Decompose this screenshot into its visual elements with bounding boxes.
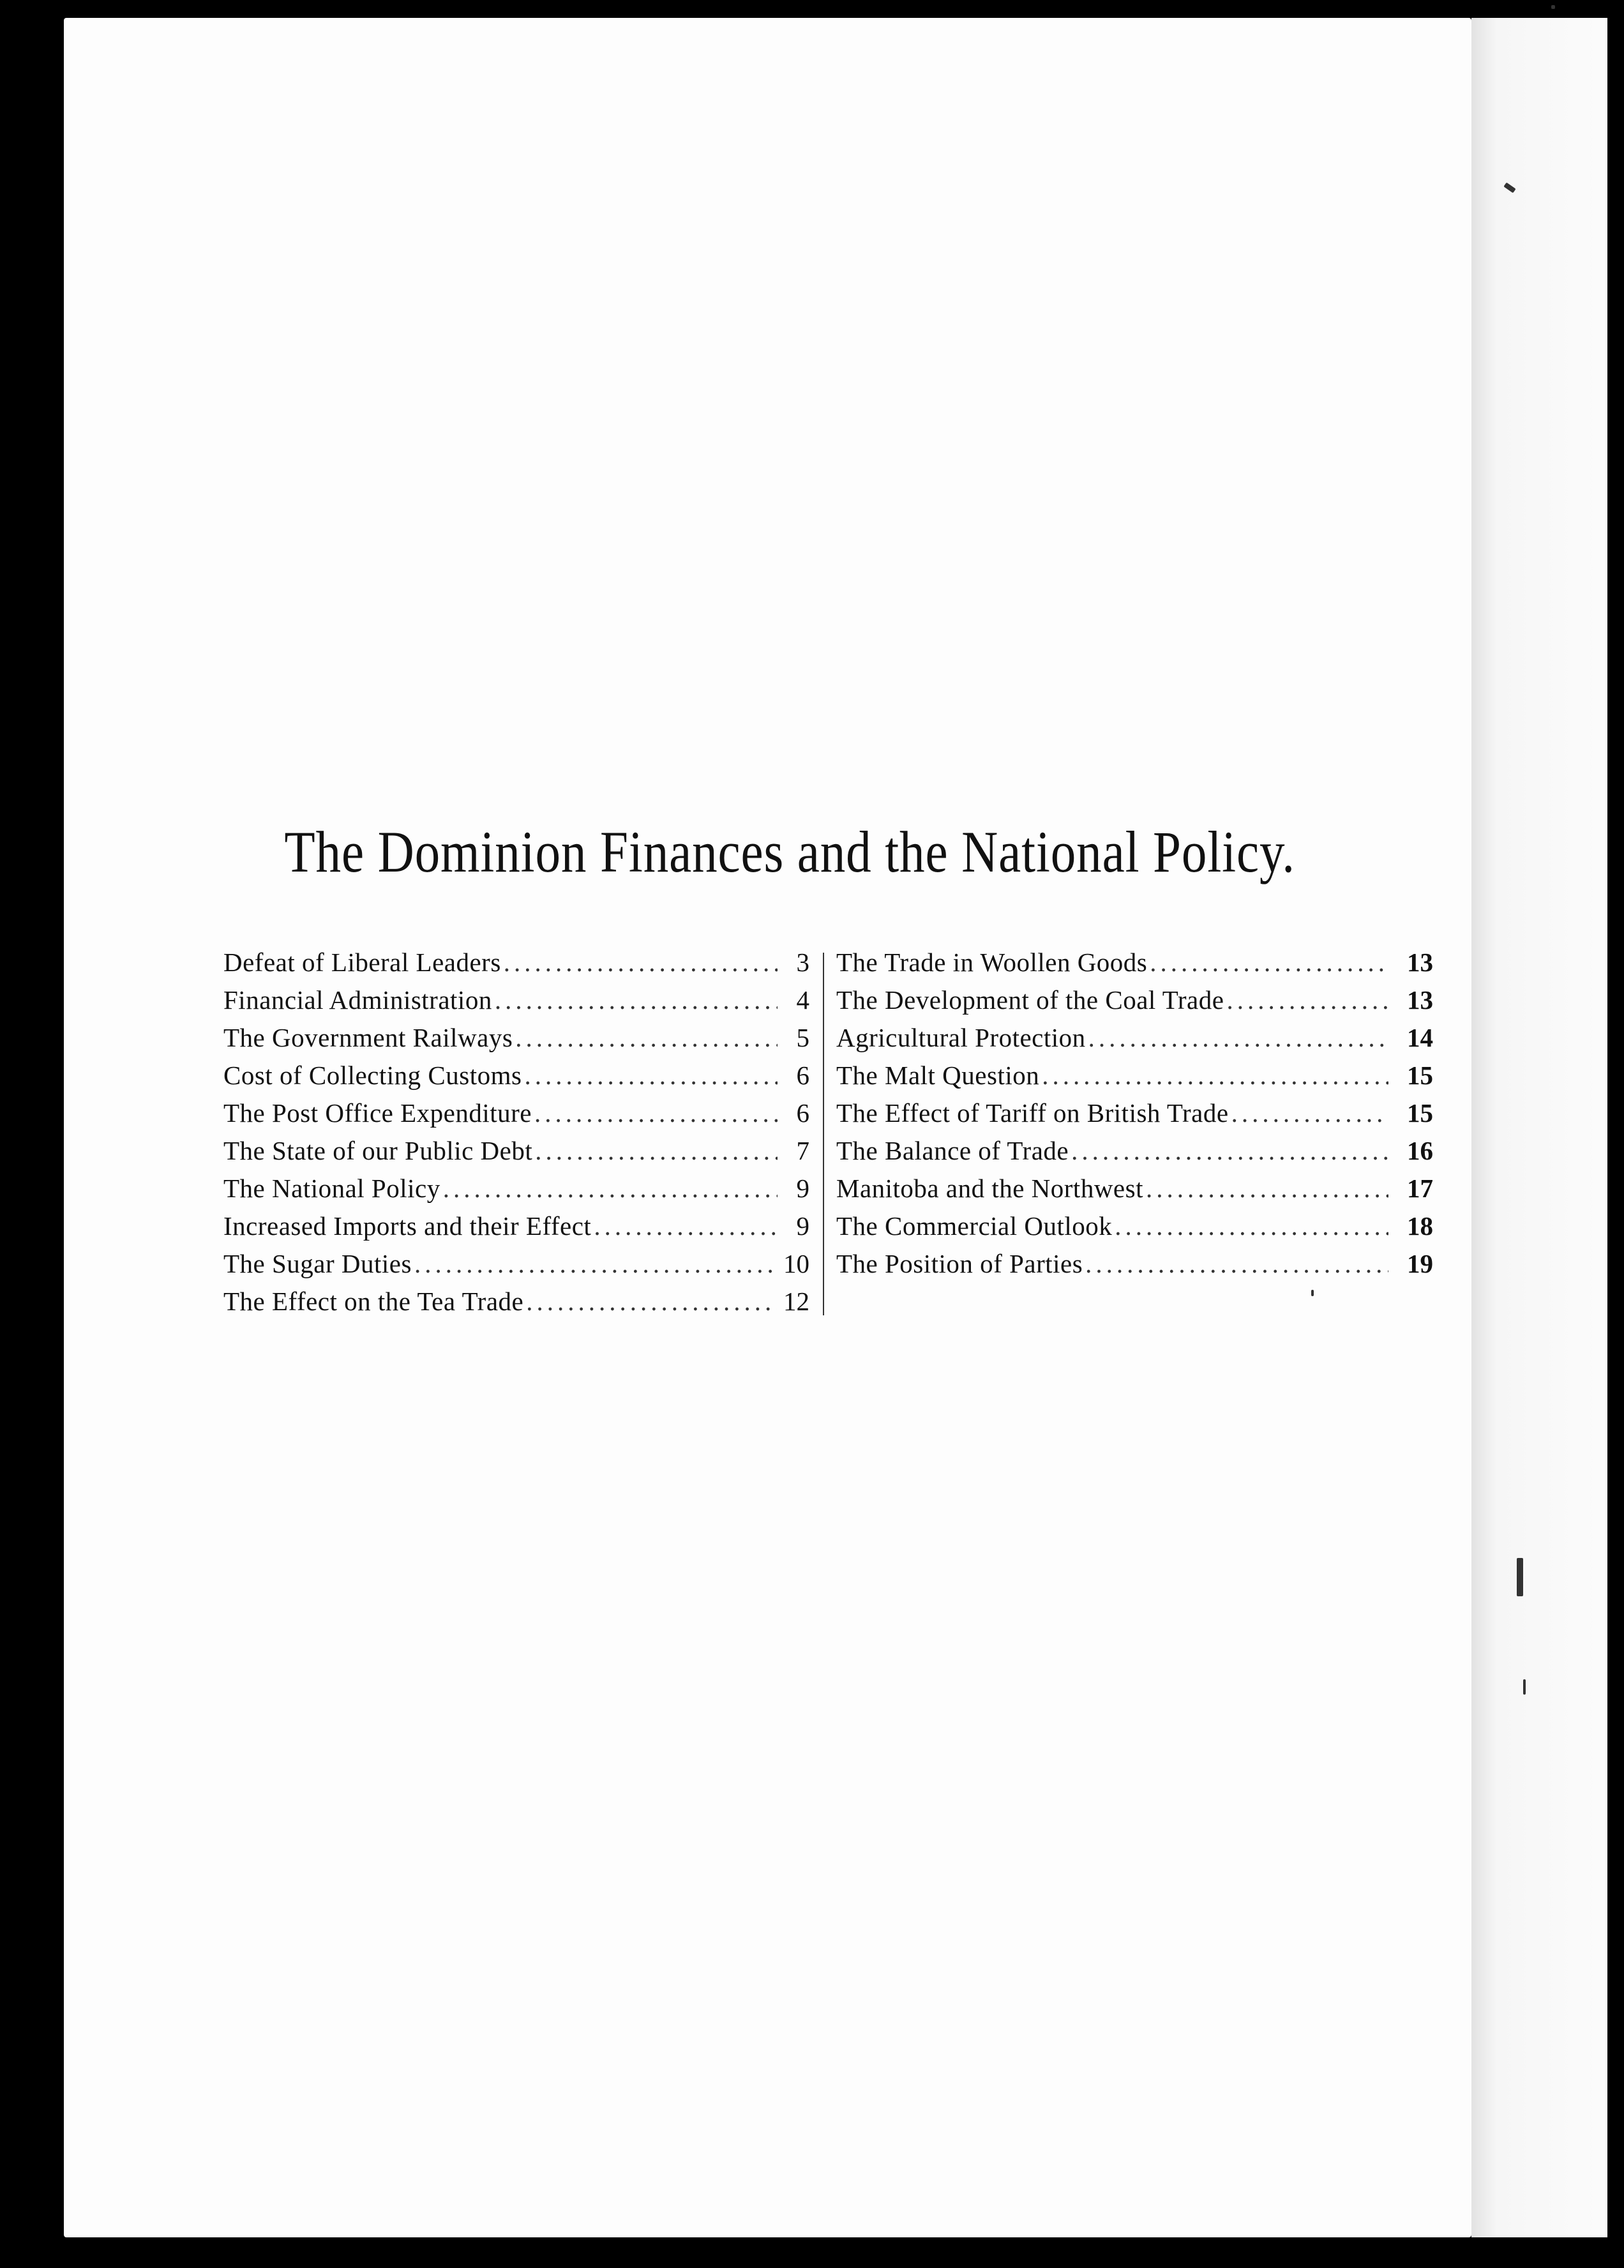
- toc-entry-page: 19: [1407, 1249, 1433, 1278]
- toc-entry-title: Increased Imports and their Effect: [223, 1211, 592, 1241]
- toc-entry: [836, 1057, 1433, 1094]
- toc-leader-dots: [1150, 944, 1388, 981]
- toc-leader-dots: [1042, 1057, 1388, 1094]
- toc-entry-page: 15: [1407, 1098, 1433, 1128]
- toc-entry-page: 12: [783, 1287, 809, 1316]
- toc-entry-title: Manitoba and the Northwest: [836, 1174, 1143, 1203]
- toc-entry: [836, 981, 1433, 1019]
- toc-entry-page: 16: [1407, 1136, 1433, 1165]
- toc-entry-title: The Government Railways: [223, 1023, 513, 1052]
- toc-leader-dots: [504, 944, 778, 981]
- toc-entry: [223, 1283, 809, 1320]
- toc-entry: [223, 1019, 809, 1057]
- toc-entry: [836, 944, 1433, 981]
- toc-entry-page: 10: [783, 1249, 809, 1278]
- toc-entry-title: The Sugar Duties: [223, 1249, 412, 1278]
- toc-entry-title: The Malt Question: [836, 1061, 1040, 1090]
- toc-entry: [836, 1132, 1433, 1170]
- toc-entry-page: 9: [796, 1211, 809, 1241]
- toc-leader-dots: [1115, 1207, 1388, 1245]
- toc-entry-title: The Effect of Tariff on British Trade: [836, 1098, 1229, 1128]
- toc-leader-dots: [594, 1207, 778, 1245]
- toc-leader-dots: [495, 981, 778, 1019]
- toc-leader-dots: [1085, 1245, 1388, 1283]
- toc-entry: [223, 1094, 809, 1132]
- toc-leader-dots: [443, 1170, 778, 1207]
- toc-entry: [836, 1170, 1433, 1207]
- toc-entry: [223, 1132, 809, 1170]
- toc-entry-title: The Trade in Woollen Goods: [836, 948, 1148, 977]
- toc-entry-page: 5: [796, 1023, 809, 1052]
- toc-entry-title: Cost of Collecting Customs: [223, 1061, 522, 1090]
- toc-entry-title: Defeat of Liberal Leaders: [223, 948, 501, 977]
- toc-entry: [223, 1170, 809, 1207]
- toc-column-left: [223, 944, 809, 1320]
- toc-leader-dots: [1231, 1094, 1388, 1132]
- toc-entry-title: The Position of Parties: [836, 1249, 1083, 1278]
- toc-leader-dots: [526, 1283, 777, 1320]
- toc-entry: [223, 1245, 809, 1283]
- toc-entry-page: 14: [1407, 1023, 1433, 1052]
- adjacent-page-edge: [1471, 18, 1607, 2237]
- toc-entry-page: 4: [796, 985, 809, 1015]
- toc-column-right: [836, 944, 1433, 1283]
- toc-entry-page: 18: [1407, 1211, 1433, 1241]
- toc-leader-dots: [535, 1132, 778, 1170]
- toc-entry: [836, 1094, 1433, 1132]
- toc-entry: [223, 944, 809, 981]
- toc-entry-title: The State of our Public Debt: [223, 1136, 533, 1165]
- toc-entry-page: 13: [1407, 985, 1433, 1015]
- toc-leader-dots: [1071, 1132, 1388, 1170]
- toc-entry: [223, 1057, 809, 1094]
- toc-entry-title: Agricultural Protection: [836, 1023, 1086, 1052]
- toc-entry-page: 6: [796, 1061, 809, 1090]
- toc-entry-title: The Post Office Expenditure: [223, 1098, 532, 1128]
- toc-leader-dots: [1226, 981, 1388, 1019]
- toc-entry-page: 9: [796, 1174, 809, 1203]
- toc-leader-dots: [1088, 1019, 1388, 1057]
- toc-leader-dots: [414, 1245, 777, 1283]
- toc-leader-dots: [534, 1094, 778, 1132]
- toc-leader-dots: [524, 1057, 778, 1094]
- column-divider: [823, 953, 824, 1315]
- toc-entry-page: 15: [1407, 1061, 1433, 1090]
- scan-speck: [1551, 5, 1555, 9]
- toc-entry-page: 13: [1407, 948, 1433, 977]
- scan-speck: [1311, 1290, 1314, 1296]
- toc-entry: [836, 1019, 1433, 1057]
- toc-entry: [836, 1207, 1433, 1245]
- toc-entry-title: The Effect on the Tea Trade: [223, 1287, 524, 1316]
- toc-entry-title: Financial Administration: [223, 985, 492, 1015]
- toc-entry-title: The Development of the Coal Trade: [836, 985, 1224, 1015]
- scan-speck: [1517, 1558, 1523, 1596]
- page-title: The Dominion Finances and the National Policy.: [284, 819, 1295, 884]
- toc-entry-title: The Commercial Outlook: [836, 1211, 1113, 1241]
- toc-leader-dots: [1146, 1170, 1388, 1207]
- toc-leader-dots: [515, 1019, 778, 1057]
- toc-entry-title: The Balance of Trade: [836, 1136, 1069, 1165]
- scan-speck: [1523, 1679, 1526, 1695]
- toc-entry-page: 7: [796, 1136, 809, 1165]
- toc-entry-page: 6: [796, 1098, 809, 1128]
- toc-entry-page: 3: [796, 948, 809, 977]
- toc-entry-page: 17: [1407, 1174, 1433, 1203]
- toc-entry-title: The National Policy: [223, 1174, 440, 1203]
- toc-entry: [223, 1207, 809, 1245]
- toc-entry: [223, 981, 809, 1019]
- toc-entry: [836, 1245, 1433, 1283]
